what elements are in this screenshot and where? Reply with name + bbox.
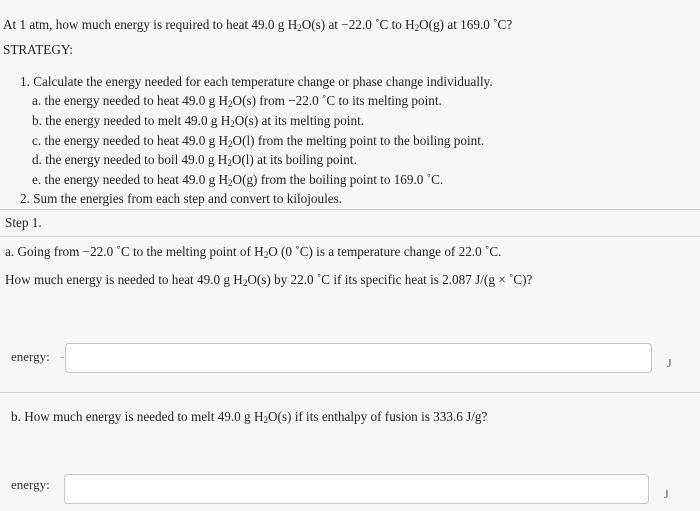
part-b-energy-input[interactable] [64, 474, 649, 504]
part-b-text: b. How much energy is needed to melt 49.0 g H [11, 409, 264, 424]
question-mid: O(s) at −22.0 ˚C to H [301, 17, 415, 32]
strategy-item-text: O(s) from −22.0 ˚C to its melting point. [232, 93, 442, 108]
strategy-item-text: O(g) from the boiling point to 169.0 ˚C. [232, 172, 444, 187]
part-b-unit: J [664, 487, 669, 501]
strategy-step-2: 2. Sum the energies from each step and convert to kilojoules. [20, 191, 343, 206]
part-a-text: a. Going from −22.0 ˚C to the melting point of H [5, 244, 264, 259]
subscript: 2 [230, 119, 235, 129]
strategy-item-d [32, 152, 357, 168]
subscript: 2 [242, 278, 248, 288]
question-lead: At 1 atm, how much energy is required to heat 49.0 g H [3, 17, 298, 32]
strategy-step-1: 1. Calculate the energy needed for each temperature change or phase change individually. [20, 74, 493, 89]
strategy-item-e [32, 172, 443, 188]
subscript: 2 [228, 139, 233, 149]
part-a-text: O (0 ˚C) is a temperature change of 22.0 ˚C. [268, 244, 502, 259]
strategy-item-text: O(l) from the melting point to the boiling point. [232, 133, 485, 148]
part-a-question [5, 272, 532, 288]
subscript: 2 [263, 250, 269, 260]
strategy-item-text: e. the energy needed to heat 49.0 g H [32, 172, 229, 187]
strategy-item-text: b. the energy needed to melt 49.0 g H [32, 113, 231, 128]
divider [0, 209, 700, 210]
part-b-question [11, 409, 487, 425]
strategy-item-text: O(l) at its boiling point. [231, 152, 357, 167]
strategy-item-text: a. the energy needed to heat 49.0 g H [32, 93, 229, 108]
question-tail: O(g) at 169.0 ˚C? [419, 17, 513, 32]
divider [0, 236, 700, 237]
field-connector [60, 357, 64, 358]
step-heading: Step 1. [5, 215, 42, 230]
part-a-statement [5, 244, 501, 260]
subscript: 2 [228, 99, 233, 109]
part-a-text: How much energy is needed to heat 49.0 g H [5, 272, 243, 287]
subscript: 2 [228, 178, 233, 188]
strategy-label: STRATEGY: [3, 42, 73, 57]
strategy-item-text: c. the energy needed to heat 49.0 g H [32, 133, 229, 148]
strategy-item-text: O(s) at its melting point. [234, 113, 365, 128]
strategy-item-a [32, 93, 442, 109]
part-a-unit: J [667, 356, 672, 370]
subscript: 2 [414, 23, 420, 33]
strategy-item-b [32, 113, 364, 129]
question-text [3, 17, 512, 33]
part-a-energy-label: energy: [11, 349, 50, 364]
subscript: 2 [263, 415, 268, 425]
subscript: 2 [227, 158, 232, 168]
strategy-item-c [32, 133, 484, 149]
subscript: 2 [297, 23, 302, 33]
part-a-text: O(s) by 22.0 ˚C if its specific heat is 2.087 J/(g × ˚C)? [247, 272, 533, 287]
part-b-text: O(s) if its enthalpy of fusion is 333.6 J/g? [267, 409, 488, 424]
part-a-energy-input[interactable] [65, 343, 652, 373]
strategy-item-text: d. the energy needed to boil 49.0 g H [32, 152, 228, 167]
divider [0, 392, 700, 393]
part-b-energy-label: energy: [11, 477, 50, 492]
